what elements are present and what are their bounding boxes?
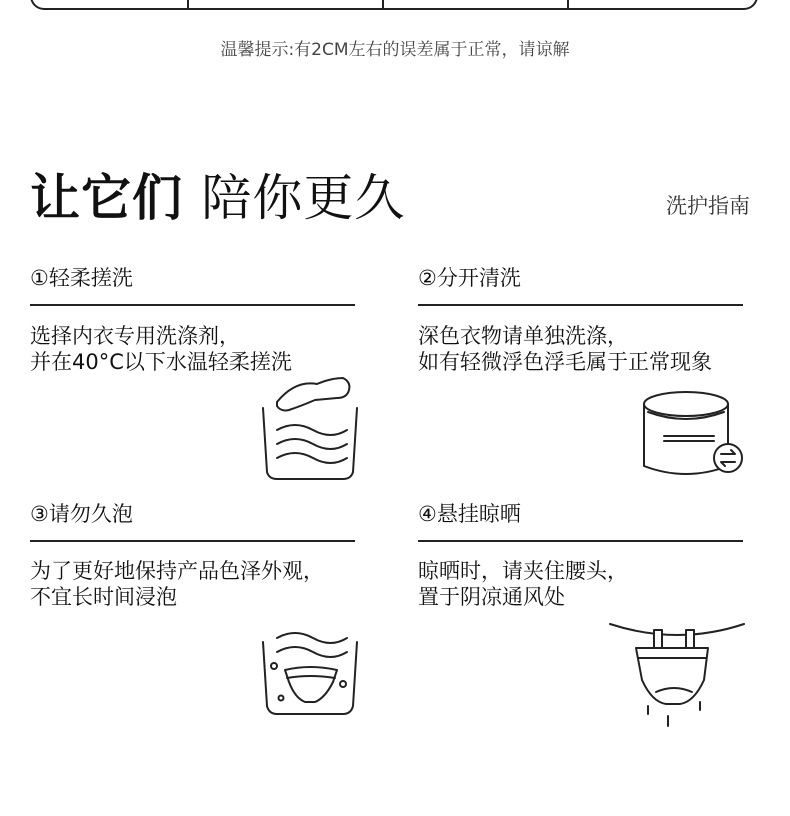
- step-desc-no-soak: [30, 558, 324, 610]
- separate-wash-basin-icon: [638, 388, 748, 480]
- hand-washing-basin-icon: [255, 372, 365, 484]
- table-divider: [382, 0, 384, 8]
- step-divider: [418, 540, 743, 542]
- soaking-basin-icon: [255, 628, 365, 718]
- headline-strong: 让它们: [30, 169, 183, 227]
- headline-thin: 陪你更久: [201, 169, 406, 227]
- step-title-gentle-wash: ①轻柔搓洗: [30, 266, 133, 290]
- step-desc-line: 晾晒时，请夹住腰头，: [418, 559, 628, 583]
- step-desc-line: 选择内衣专用洗涤剂，: [30, 324, 240, 348]
- step-desc-separate-wash: [418, 323, 712, 375]
- step-divider: [418, 304, 743, 306]
- step-title-hang-dry: ④悬挂晾晒: [418, 502, 521, 526]
- step-divider: [30, 540, 355, 542]
- step-desc-hang-dry: [418, 558, 628, 610]
- hanging-underwear-icon: [608, 618, 748, 730]
- size-table-bottom: [30, 0, 758, 10]
- tolerance-tip: 温馨提示:有2CM左右的误差属于正常，请谅解: [220, 40, 570, 60]
- step-desc-line: 置于阴凉通风处: [418, 585, 565, 609]
- step-desc-line: 不宜长时间浸泡: [30, 585, 177, 609]
- page-headline: [30, 158, 405, 230]
- step-desc-line: 深色衣物请单独洗涤，: [418, 324, 628, 348]
- table-divider: [187, 0, 189, 8]
- step-title-separate-wash: ②分开清洗: [418, 266, 521, 290]
- table-divider: [567, 0, 569, 8]
- step-desc-gentle-wash: [30, 323, 292, 375]
- step-desc-line: 并在40°C以下水温轻柔搓洗: [30, 350, 292, 374]
- step-divider: [30, 304, 355, 306]
- step-desc-line: 如有轻微浮色浮毛属于正常现象: [418, 350, 712, 374]
- care-guide-label: 洗护指南: [666, 194, 750, 218]
- step-desc-line: 为了更好地保持产品色泽外观，: [30, 559, 324, 583]
- step-title-no-soak: ③请勿久泡: [30, 502, 133, 526]
